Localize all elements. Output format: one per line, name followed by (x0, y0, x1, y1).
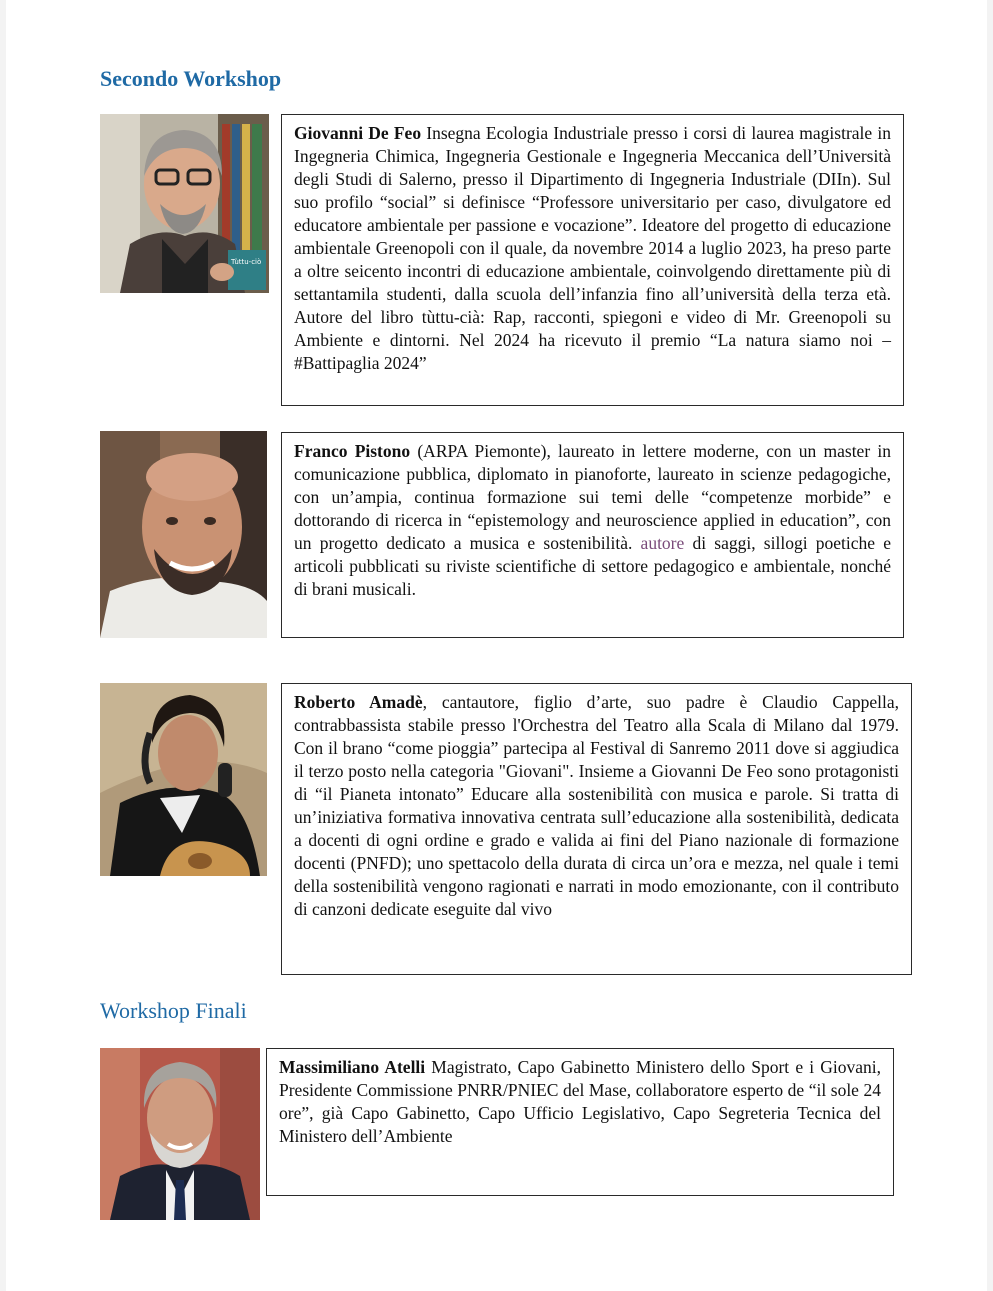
speaker-photo-giovanni-de-feo (100, 114, 269, 293)
speaker-bio-text: , cantautore, figlio d’arte, suo padre è Claudio Cappella, contrabbassista stabile presso l'Orchestra del Teatro alla Scala di Milano dal 1979. Con il brano “come pioggia” partecipa al Festival di Sanremo 2011 dove si aggiudica il terzo posto nella categoria "Giovani". Insieme a Giovanni De Feo sono protagonisti di “il Pianeta intonato” Educare alla sostenibilità con musica e parole. Si tratta di un’iniziativa formativa innovativa centrata sull’educazione alla sostenibilità, dedicata a docenti di ogni ordine e grado e valida ai fini del Piano nazionale di formazione docenti (PNFD); uno spettacolo della durata di circa un’ora e mezza, nel quale i temi della sostenibilità vengono ragionati e narrati in modo emozionante, con il contributo di canzoni dedicate eseguite dal vivo (294, 692, 900, 919)
speaker-bio-text: (ARPA Piemonte), laureato in lettere moderne, con un master in comunicazione pubblica, diplomato in pianoforte, laureato in scienze pedagogiche, con un’ampia, continua formazione sui temi delle “competenze morbide” e dottorando di ricerca in “epistemology and neuroscience applied in education”, con un progetto dedicato a musica e sostenibilità. (294, 441, 891, 553)
speaker-name: Franco Pistono (294, 441, 411, 461)
speaker-bio-giovanni-de-feo (281, 114, 904, 406)
speaker-name: Roberto Amadè (294, 692, 423, 712)
speaker-bio-text-continued: di saggi, sillogi poetiche e articoli pubblicati su riviste scientifiche di settore pedagogico e ambientale, nonché di brani musicali. (294, 533, 891, 599)
speaker-photo-roberto-amade (100, 683, 267, 876)
speaker-photo-massimiliano-atelli (100, 1048, 260, 1220)
speaker-bio-roberto-amade (281, 683, 912, 975)
section-heading-final-workshop: Workshop Finali (100, 998, 247, 1023)
speaker-bio-text: Insegna Ecologia Industriale presso i corsi di laurea magistrale in Ingegneria Chimica, Ingegneria Gestionale e Ingegneria Meccanica dell’Università degli Studi di Salerno, presso il Dipartimento di Ingegneria Industriale (DIIn). Sul suo profilo “social” si definisce “Professore universitario per caso, divulgatore ed educatore ambientale per passione e vocazione”. Ideatore del progetto di educazione ambientale Greenopoli con il quale, da novembre 2014 a luglio 2023, ha preso parte a oltre seicento incontri di educazione ambientale, coinvolgendo direttamente più di settantamila studenti, dalla scuola dell’infanzia fino all’università della terza età. Autore del libro tùttu-cià: Rap, racconti, spiegoni e video di Mr. Greenopoli su Ambiente e dintorni. Nel 2024 ha ricevuto il premio “La natura siamo noi – #Battipaglia 2024” (294, 123, 891, 373)
author-link[interactable]: autore (640, 533, 685, 553)
speaker-bio-massimiliano-atelli (266, 1048, 894, 1196)
speaker-name: Giovanni De Feo (294, 123, 422, 143)
speaker-photo-franco-pistono (100, 431, 267, 638)
section-heading-second-workshop: Secondo Workshop (100, 66, 282, 91)
document-page (6, 0, 987, 1291)
book-cover-text: Tùttu-ciò (231, 258, 262, 266)
speaker-bio-franco-pistono (281, 432, 904, 638)
speaker-name: Massimiliano Atelli (279, 1057, 426, 1077)
speaker-bio-text: Magistrato, Capo Gabinetto Ministero dello Sport e i Giovani, Presidente Commissione PNRR/PNIEC del Mase, collaboratore esperto de “il sole 24 ore”, già Capo Gabinetto, Capo Ufficio Legislativo, Capo Segreteria Tecnica del Ministero dell’Ambiente (279, 1057, 881, 1146)
